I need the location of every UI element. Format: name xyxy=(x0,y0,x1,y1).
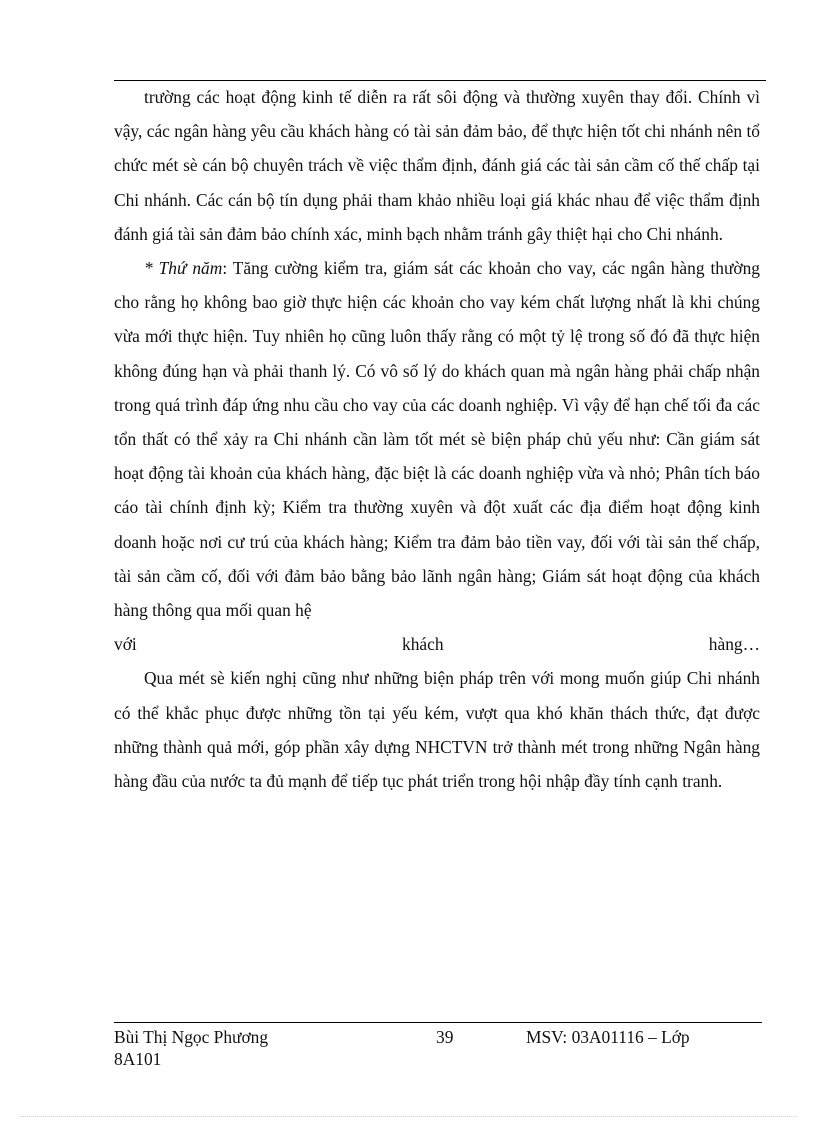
paragraph-3: Qua mét sè kiến nghị cũng như những biện pháp trên với mong muốn giúp Chi nhánh có thể khắc phục được những tồn tại yếu kém, vượt qua khó khăn thách thức, đạt được những thành quả mới, góp phần xây dựng NHCTVN trở thành mét trong những Ngân hàng hàng đầu của nước ta đủ mạnh để tiếp tục phát triển trong hội nhập đầy tính cạnh tranh. xyxy=(114,668,760,792)
last-line-word-3: hàng… xyxy=(708,634,760,655)
footer-rule xyxy=(114,1022,762,1023)
footer-student-id: MSV: 03A01116 – Lớp xyxy=(526,1027,690,1047)
page-bottom-divider xyxy=(20,1116,796,1117)
paragraph-1: trường các hoạt động kinh tế diễn ra rất sôi động và thường xuyên thay đổi. Chính vì vậy, các ngân hàng yêu cầu khách hàng có tài sản đảm bảo, để thực hiện tốt chi nhánh nên tổ chức mét sè cán bộ chuyên trách về việc thẩm định, đánh giá các tài sản cầm cố thế chấp tại Chi nhánh. Các cán bộ tín dụng phải tham khảo nhiều loại giá khác nhau để việc thẩm định đánh giá tài sản đảm bảo chính xác, minh bạch nhằm tránh gây thiệt hại cho Chi nhánh. xyxy=(114,87,760,244)
paragraph-2 xyxy=(114,251,760,627)
document-body xyxy=(114,80,760,798)
paragraph-2-last-line xyxy=(114,627,760,661)
footer-page-number: 39 xyxy=(436,1027,454,1047)
last-line-word-2: khách xyxy=(402,634,444,655)
last-line-word-1: với xyxy=(114,634,137,655)
footer-author: Bùi Thị Ngọc Phương 8A101 xyxy=(114,1027,269,1069)
paragraph-2-lead: * Thứ năm xyxy=(144,258,223,279)
paragraph-2-text: : Tăng cường kiểm tra, giám sát các khoản cho vay, các ngân hàng thường cho rằng họ không bao giờ thực hiện các khoản cho vay kém chất lượng nhất là khi chúng vừa mới thực hiện. Tuy nhiên họ cũng luôn thấy rằng có một tỷ lệ trong số đó đã thực hiện không đúng hạn và phải thanh lý. Có vô số lý do khách quan mà ngân hàng phải chấp nhận trong quá trình đáp ứng nhu cầu cho vay của các doanh nghiệp. Vì vậy để hạn chế tối đa các tổn thất có thể xảy ra Chi nhánh cần làm tốt mét sè biện pháp chủ yếu như: Cần giám sát hoạt động tài khoản của khách hàng, đặc biệt là các doanh nghiệp vừa và nhỏ; Phân tích báo cáo tài chính định kỳ; Kiểm tra thường xuyên và đột xuất các địa điểm hoạt động kinh doanh hoặc nơi cư trú của khách hàng; Kiểm tra đảm bảo tiền vay, đối với tài sản thế chấp, tài sản cầm cố, đối với đảm bảo bằng bảo lãnh ngân hàng; Giám sát hoạt động của khách hàng thông qua mối quan hệ xyxy=(114,258,760,621)
